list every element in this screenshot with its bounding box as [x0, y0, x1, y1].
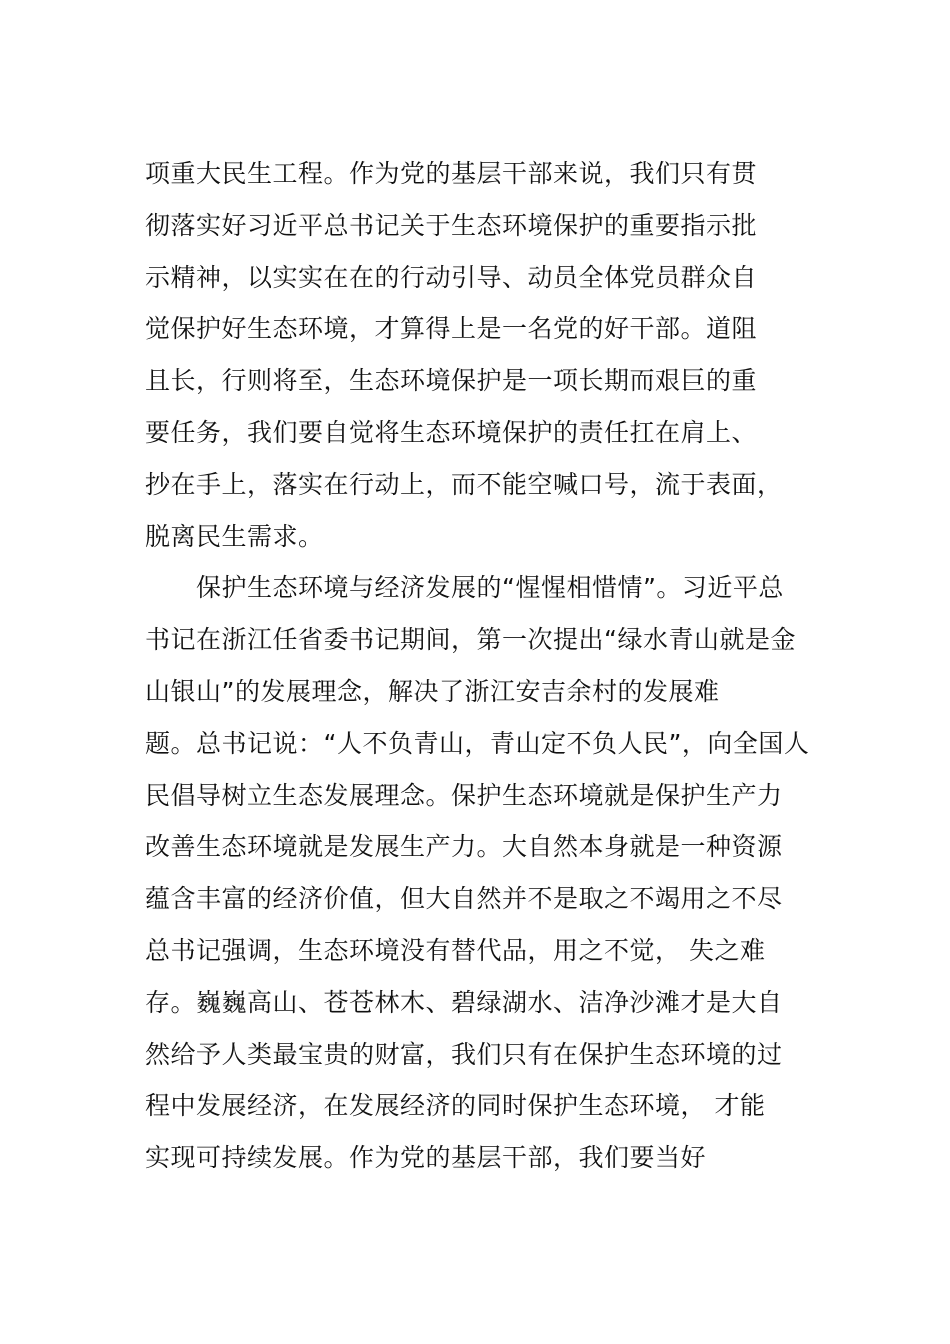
text-line: 山银山”的发展理念，解决了浙江安吉余村的发展难: [145, 676, 720, 706]
text-line: 民倡导树立生态发展理念。保护生态环境就是保护生产力: [145, 780, 783, 810]
body-text: [145, 148, 825, 1184]
text-line: 然给予人类最宝贵的财富，我们只有在保护生态环境的过: [145, 1039, 783, 1069]
text-line: 且长，行则将至，生态环境保护是一项长期而艰巨的重: [145, 366, 758, 396]
text-line: 题。总书记说：“人不负青山，青山定不负人民”，向全国人: [145, 728, 810, 758]
text-line: 蕴含丰富的经济价值，但大自然并不是取之不竭用之不尽: [145, 884, 783, 914]
text-line: 觉保护好生态环境，才算得上是一名党的好干部。道阻: [145, 314, 758, 344]
text-line: 存。巍巍高山、苍苍林木、碧绿湖水、洁净沙滩才是大自: [145, 987, 783, 1017]
text-line: 程中发展经济，在发展经济的同时保护生态环境， 才能: [145, 1091, 766, 1121]
text-line: 抄在手上，落实在行动上，而不能空喊口号，流于表面，: [145, 469, 783, 499]
text-line: 要任务，我们要自觉将生态环境保护的责任扛在肩上、: [145, 417, 758, 447]
text-line: 示精神，以实实在在的行动引导、动员全体党员群众自: [145, 262, 758, 292]
text-line: 实现可持续发展。作为党的基层干部，我们要当好: [145, 1143, 707, 1173]
text-line: 总书记强调，生态环境没有替代品，用之不觉， 失之难: [145, 935, 766, 965]
text-line: 彻落实好习近平总书记关于生态环境保护的重要指示批: [145, 210, 758, 240]
text-line: 项重大民生工程。作为党的基层干部来说，我们只有贯: [145, 159, 758, 188]
text-line: 脱离民生需求。: [145, 521, 324, 551]
text-line: 书记在浙江任省委书记期间，第一次提出“绿水青山就是金: [145, 625, 796, 655]
paragraph-start-line: 保护生态环境与经济发展的“惺惺相惜情”。习近平总: [196, 573, 784, 603]
text-line: 改善生态环境就是发展生产力。大自然本身就是一种资源: [145, 832, 783, 862]
